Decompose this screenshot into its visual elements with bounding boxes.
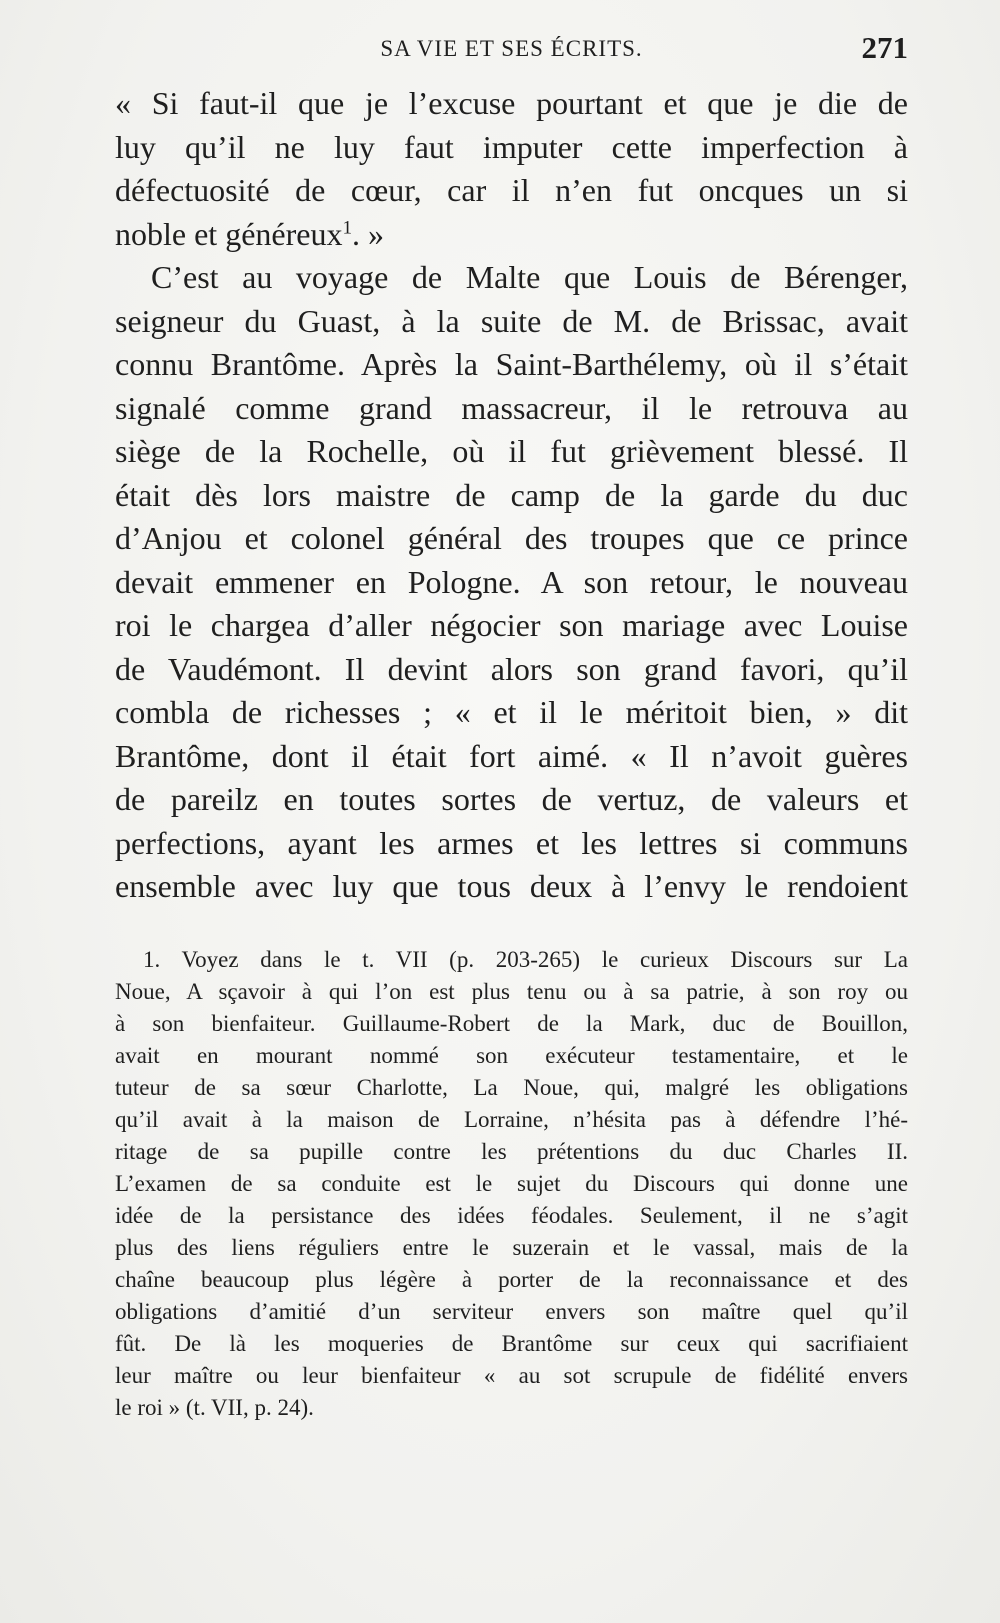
footnote-line: 1. Voyez dans le t. VII (p. 203-265) le curieux Discours sur La <box>143 947 908 972</box>
text-line: devait emmener en Pologne. A son retour, le nouveau <box>115 563 908 600</box>
text-line: ensemble avec luy que tous deux à l’envy le rendoient <box>115 868 908 904</box>
text-line: perfections, ayant les armes et les lettres si communs <box>115 824 908 861</box>
text-line: Brantôme, dont il était fort aimé. « Il n’avoit guères <box>115 737 908 774</box>
text-line: C’est au voyage de Malte que Louis de Bérenger, <box>151 259 908 295</box>
text-line: de Vaudémont. Il devint alors son grand favori, qu’il <box>115 650 908 687</box>
footnote-line: fût. De là les moqueries de Brantôme sur ceux qui sacrifiaient <box>115 1331 908 1356</box>
footnote <box>115 944 908 1424</box>
footnote-line: Noue, A sçavoir à qui l’on est plus tenu ou à sa patrie, à son roy ou <box>115 979 908 1004</box>
text-line: d’Anjou et colonel général des troupes que ce prince <box>115 520 908 556</box>
footnote-reference: 1 <box>342 216 353 238</box>
text-line: était dès lors maistre de camp de la garde du duc <box>115 476 908 513</box>
footnote-line: chaîne beaucoup plus légère à porter de la reconnaissance et des <box>115 1267 908 1292</box>
text-line: luy qu’il ne luy faut imputer cette imperfection à <box>115 128 908 165</box>
text-line: connu Brantôme. Après la Saint-Barthélemy, où il s’était <box>115 346 908 382</box>
text-line: signalé comme grand massacreur, il le retrouva au <box>115 389 908 426</box>
footnote-line: tuteur de sa sœur Charlotte, La Noue, qui, malgré les obligations <box>115 1075 908 1100</box>
running-title: SA VIE ET SES ÉCRITS. <box>380 36 643 61</box>
text-line <box>115 213 908 257</box>
footnote-line: avait en mourant nommé son exécuteur testamentaire, et le <box>115 1043 908 1068</box>
footnote-line: obligations d’amitié d’un serviteur envers son maître quel qu’il <box>115 1299 908 1324</box>
footnote-line: ritage de sa pupille contre les prétentions du duc Charles II. <box>115 1139 908 1164</box>
text-line: siège de la Rochelle, où il fut grièvement blessé. Il <box>115 433 908 469</box>
body-text <box>115 82 908 909</box>
text-line: roi le chargea d’aller négocier son mariage avec Louise <box>115 607 908 643</box>
page-number: 271 <box>861 30 908 65</box>
footnote-line: plus des liens réguliers entre le suzerain et le vassal, mais de la <box>115 1235 908 1260</box>
text-line: de pareilz en toutes sortes de vertuz, de valeurs et <box>115 781 908 817</box>
footnote-line: qu’il avait à la maison de Lorraine, n’hésita pas à défendre l’hé- <box>115 1107 908 1132</box>
text-line: combla de richesses ; « et il le méritoit bien, » dit <box>115 694 908 730</box>
text-line: défectuosité de cœur, car il n’en fut oncques un si <box>115 172 908 208</box>
paragraph-quote <box>115 82 908 256</box>
text-fragment: noble et généreux <box>115 215 343 252</box>
footnote-line: leur maître ou leur bienfaiteur « au sot scrupule de fidélité envers <box>115 1363 908 1388</box>
footnote-line: le roi » (t. VII, p. 24). <box>115 1395 314 1420</box>
footnote-line: L’examen de sa conduite est le sujet du Discours qui donne une <box>115 1171 908 1196</box>
paragraph-du-guast <box>115 256 908 909</box>
text-line: seigneur du Guast, à la suite de M. de Brissac, avait <box>115 302 908 339</box>
text-fragment: . » <box>352 215 385 252</box>
footnote-line: idée de la persistance des idées féodales. Seulement, il ne s’agit <box>115 1203 908 1228</box>
running-head <box>115 30 908 70</box>
text-line: « Si faut-il que je l’excuse pourtant et que je die de <box>115 85 908 121</box>
footnote-line: à son bienfaiteur. Guillaume-Robert de la Mark, duc de Bouillon, <box>115 1011 908 1036</box>
